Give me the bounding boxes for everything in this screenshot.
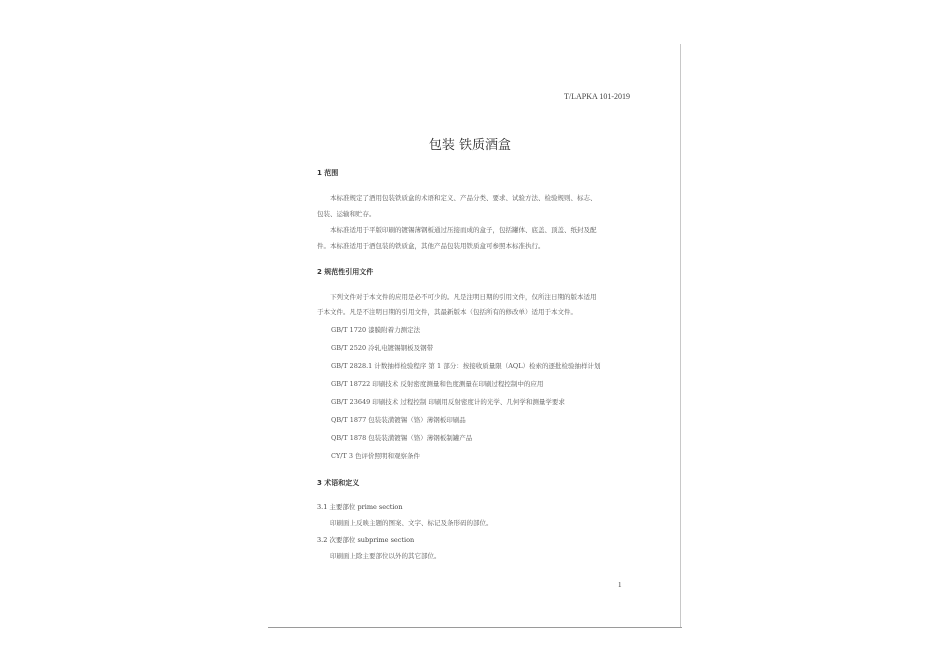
section-1-heading: 1 范围 xyxy=(317,169,339,177)
standard-number: T/LAPKA 101-2019 xyxy=(564,92,630,101)
reference-item: GB/T 1720 漆膜附着力测定法 xyxy=(331,326,421,334)
page-number: 1 xyxy=(618,581,622,589)
reference-item: GB/T 2828.1 计数抽样检验程序 第 1 部分：按接收质量限（AQL）检索的逐批检验抽样计划 xyxy=(331,362,601,370)
term-definition: 印刷面上反映主题的图案、文字、标记及条形码的部位。 xyxy=(330,519,493,527)
section-2-line: 下列文件对于本文件的应用是必不可少的。凡是注明日期的引用文件，仅所注日期的版本适用 xyxy=(330,293,597,301)
reference-item: GB/T 18722 印刷技术 反射密度测量和色度测量在印刷过程控制中的应用 xyxy=(331,380,544,388)
section-1-line: 件。本标准适用于酒包装的铁质盒，其他产品包装用铁质盒可参照本标准执行。 xyxy=(317,242,545,250)
reference-item: CY/T 3 色评价照明和观察条件 xyxy=(331,452,421,460)
section-2-heading: 2 规范性引用文件 xyxy=(317,268,374,276)
page-bottom-edge xyxy=(268,627,682,628)
section-3-heading: 3 术语和定义 xyxy=(317,479,360,487)
document-title: 包装 铁质酒盒 xyxy=(428,138,512,153)
term-heading: 3.1 主要部位 prime section xyxy=(317,503,403,511)
reference-item: GB/T 2520 冷轧电镀锡钢板及钢带 xyxy=(331,344,434,352)
term-heading: 3.2 次要部位 subprime section xyxy=(317,536,415,544)
section-1-line: 包装、运输和贮存。 xyxy=(317,210,376,218)
reference-item: GB/T 23649 印刷技术 过程控制 印刷用反射密度计的光学、几何学和测量学要求 xyxy=(331,398,565,406)
page-right-edge xyxy=(680,44,681,628)
term-definition: 印刷面上除主要部位以外的其它部位。 xyxy=(330,552,441,560)
reference-item: QB/T 1878 包装装潢镀锡（铬）薄钢板制罐产品 xyxy=(331,434,473,442)
reference-item: QB/T 1877 包装装潢镀锡（铬）薄钢板印刷品 xyxy=(331,416,466,424)
section-1-line: 本标准规定了酒用包装铁质盒的术语和定义、产品分类、要求、试验方法、检验规则、标志、 xyxy=(330,194,597,202)
section-1-line: 本标准适用于平版印刷的镀锡薄钢板通过压接而成的盒子，包括罐体、底盖、顶盖、纸封及配 xyxy=(330,226,597,234)
section-2-line: 于本文件。凡是不注明日期的引用文件，其最新版本（包括所有的修改单）适用于本文件。 xyxy=(317,308,577,316)
